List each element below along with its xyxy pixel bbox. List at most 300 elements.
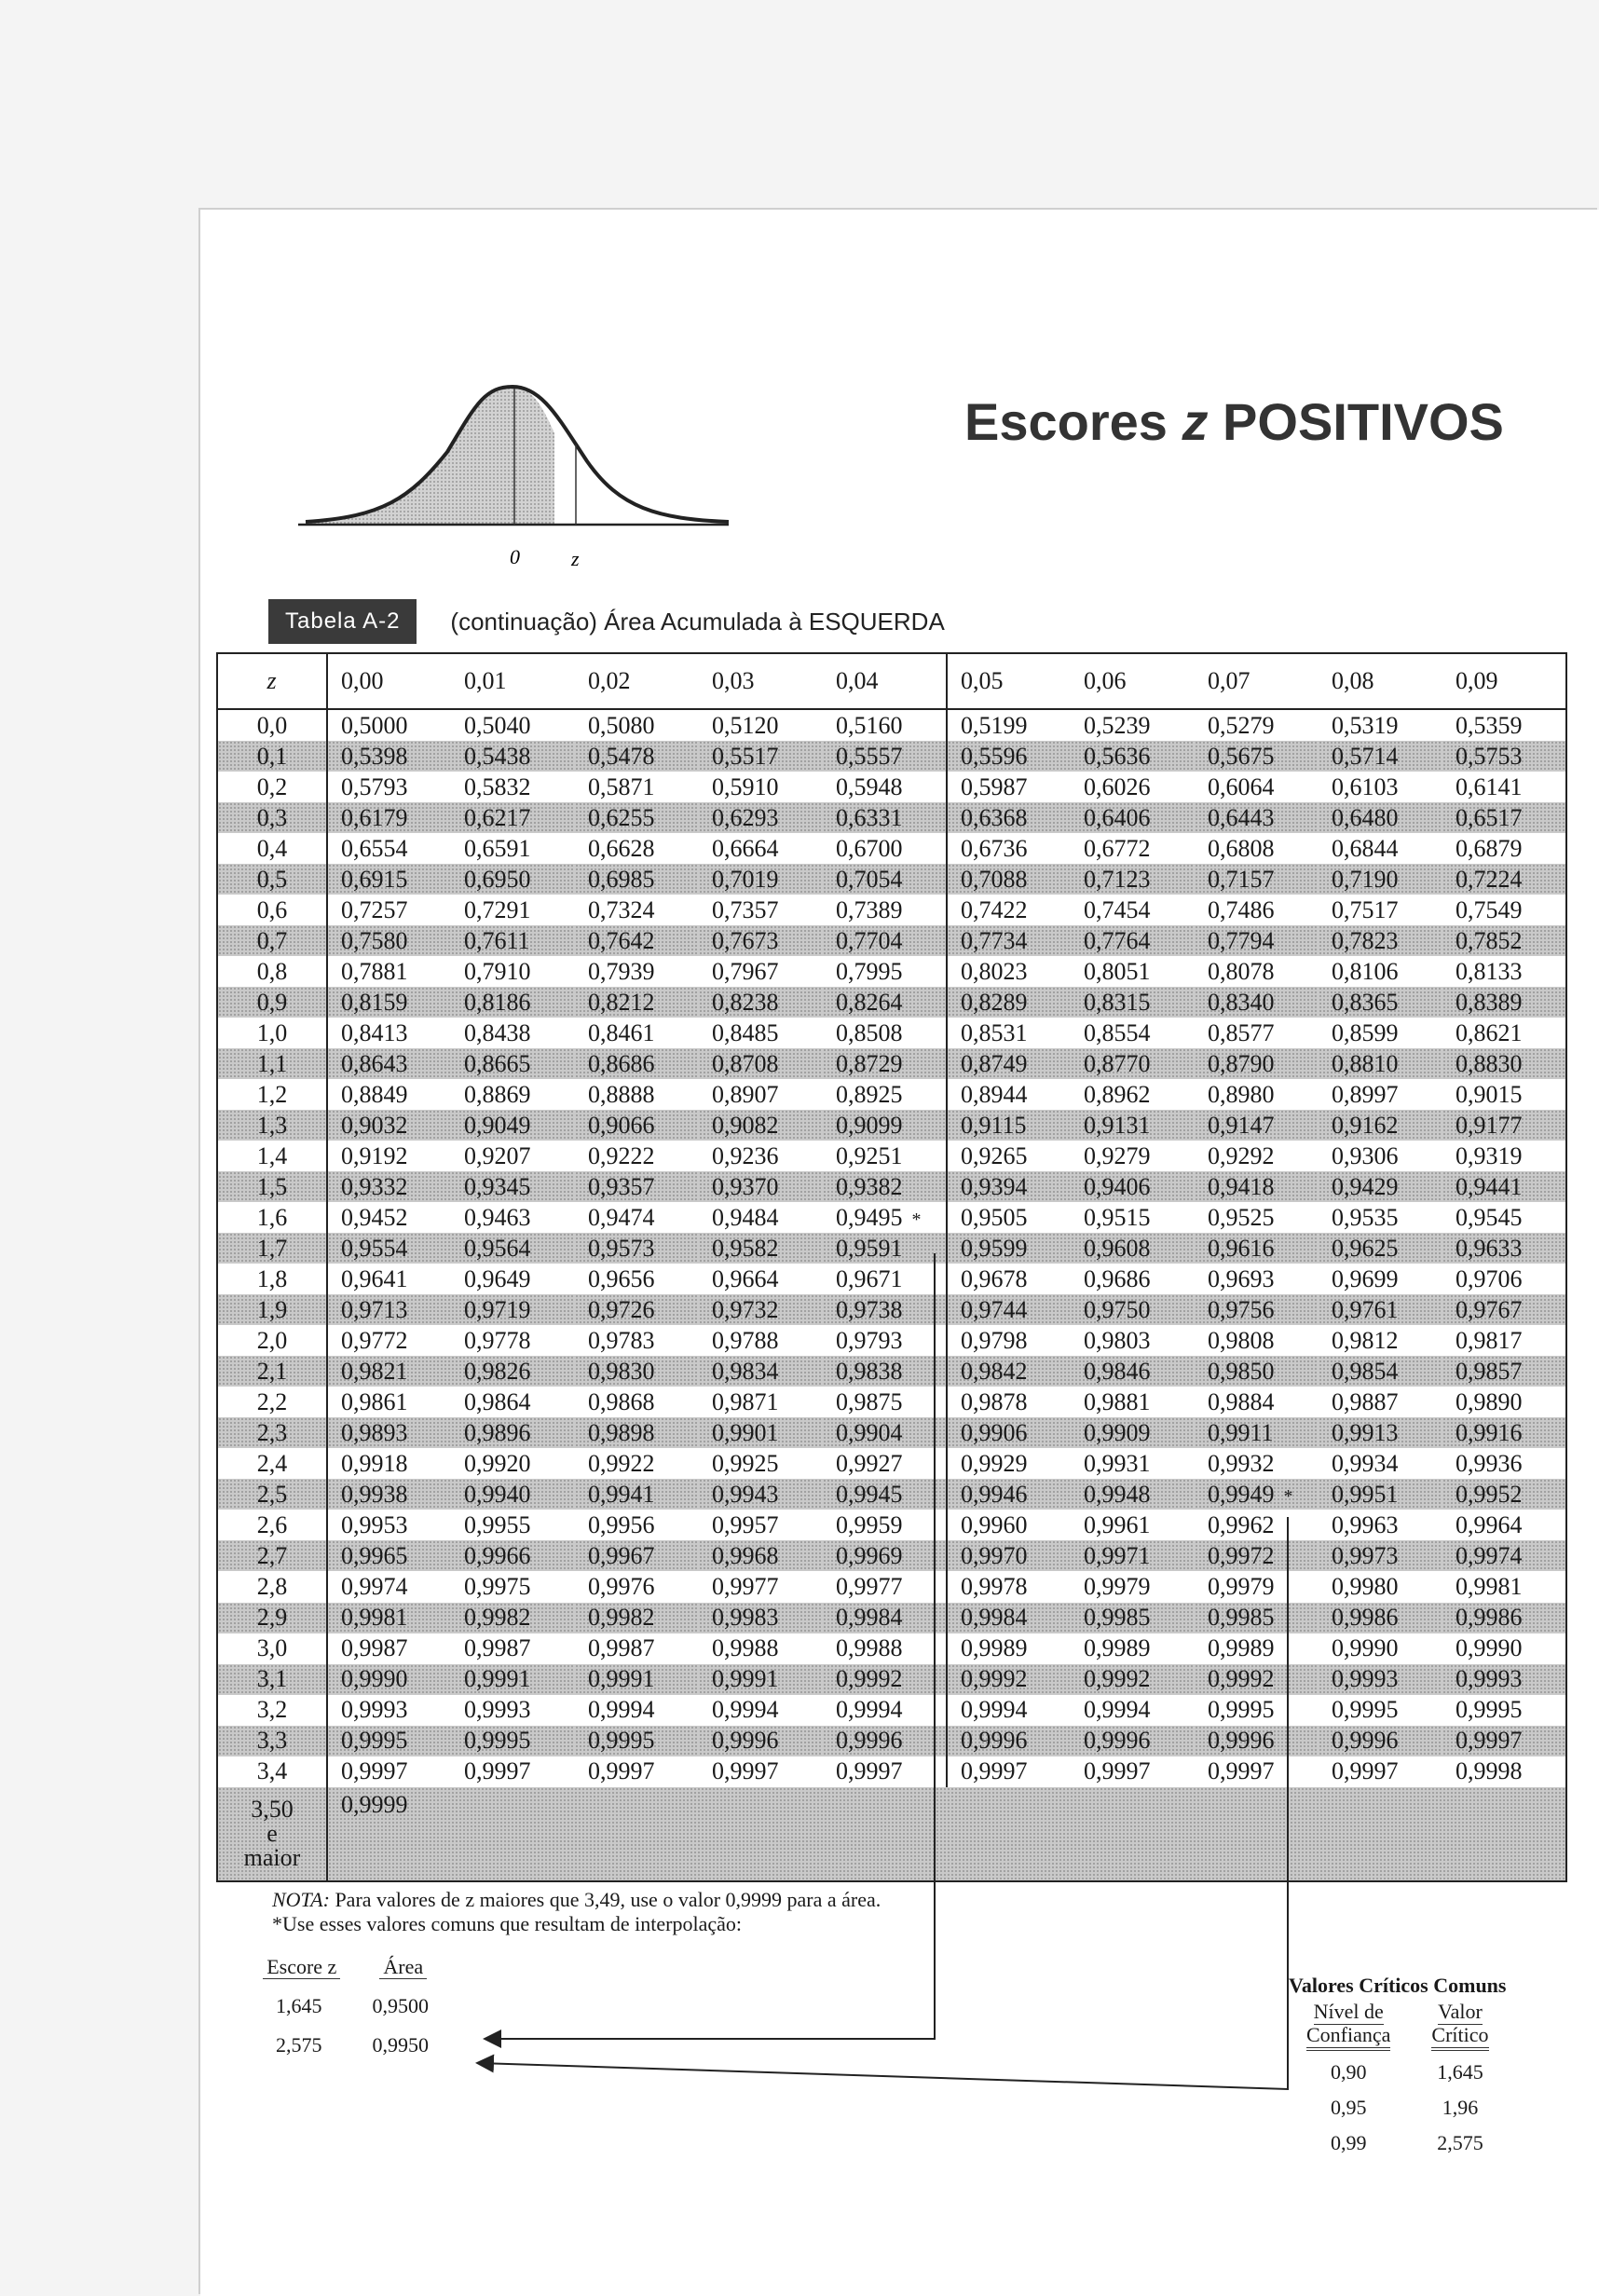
area-cell: [327, 709, 451, 741]
table-row: [217, 741, 1566, 772]
area-cell: [1195, 1048, 1319, 1079]
area-cell: [1071, 1233, 1195, 1264]
area-cell: [1319, 1603, 1442, 1633]
area-value: 0,9966: [464, 1541, 531, 1569]
area-value: 0,9686: [1084, 1264, 1151, 1292]
area-cell: [1319, 1356, 1442, 1387]
area-value: 0,9192: [341, 1141, 408, 1169]
crit-row: [1286, 2122, 1510, 2157]
area-value: 0,9981: [341, 1604, 408, 1631]
area-value: 0,7881: [341, 957, 408, 985]
area-cell: [575, 802, 699, 833]
table-row: [217, 1726, 1566, 1756]
crit-col1-line2: Confiança: [1306, 2023, 1391, 2046]
area-value: 0,7642: [588, 926, 655, 954]
area-value: 0,8749: [961, 1049, 1028, 1077]
area-cell: [451, 1571, 575, 1602]
area-cell: [451, 802, 575, 833]
column-header: 0,09: [1442, 653, 1566, 709]
area-cell: [327, 1079, 451, 1110]
area-cell: [1195, 802, 1319, 833]
z-value-cell: 2,6: [217, 1510, 327, 1540]
area-cell: [1071, 709, 1195, 741]
area-value: 0,8133: [1456, 957, 1523, 985]
area-cell: [451, 1726, 575, 1756]
z-value-cell: 3,2: [217, 1695, 327, 1726]
area-cell: [699, 1603, 823, 1633]
interp-z-value: 1,645: [276, 1994, 322, 2017]
area-cell: [1442, 1264, 1566, 1294]
area-cell: [823, 833, 947, 864]
area-cell: [327, 1787, 1566, 1881]
area-value: 0,9452: [341, 1203, 408, 1231]
area-cell: [1195, 1448, 1319, 1479]
area-cell: [1071, 864, 1195, 895]
area-value: 0,9999: [341, 1790, 408, 1818]
area-value: 0,9997: [712, 1757, 779, 1785]
area-value: 0,6368: [961, 803, 1028, 831]
area-cell: [1442, 1171, 1566, 1202]
area-cell: [823, 956, 947, 987]
crit-value: 1,96: [1442, 2096, 1479, 2119]
area-value: 0,9993: [464, 1696, 531, 1724]
table-row: [217, 1756, 1566, 1787]
area-cell: [1195, 1079, 1319, 1110]
area-cell: [1442, 802, 1566, 833]
area-cell: [1071, 1756, 1195, 1787]
area-value: 0,9918: [341, 1449, 408, 1477]
area-value: 0,9974: [1456, 1541, 1523, 1569]
area-cell: [1442, 1048, 1566, 1079]
area-cell: [1319, 1048, 1442, 1079]
area-value: 0,9861: [341, 1387, 408, 1415]
area-value: 0,7486: [1208, 895, 1275, 923]
area-value: 0,9985: [1208, 1604, 1275, 1631]
area-cell: [1195, 1294, 1319, 1325]
z-score-table: [216, 652, 1567, 1882]
area-cell: [575, 1018, 699, 1048]
area-value: 0,7794: [1208, 926, 1275, 954]
area-value: 0,8888: [588, 1080, 655, 1108]
column-header: 0,07: [1195, 653, 1319, 709]
area-value: 0,9032: [341, 1111, 408, 1139]
area-value: 0,9878: [961, 1387, 1028, 1415]
table-row: [217, 987, 1566, 1018]
z-last-line2: e: [266, 1819, 278, 1847]
area-value: 0,9625: [1332, 1234, 1399, 1262]
area-cell: [823, 1048, 947, 1079]
area-cell: [823, 1540, 947, 1571]
area-value: 0,5120: [712, 711, 779, 739]
area-cell: [947, 1202, 1071, 1233]
area-cell: [327, 1571, 451, 1602]
column-header: 0,02: [575, 653, 699, 709]
area-cell: [327, 1110, 451, 1141]
area-value: 0,9706: [1456, 1264, 1523, 1292]
area-cell: [823, 709, 947, 741]
z-value-cell: 2,9: [217, 1603, 327, 1633]
area-cell: [1195, 1756, 1319, 1787]
area-value: 0,9994: [836, 1696, 903, 1724]
area-cell: [823, 1110, 947, 1141]
area-value: 0,9969: [836, 1541, 903, 1569]
area-cell: [1195, 1171, 1319, 1202]
area-value: 0,8554: [1084, 1018, 1151, 1046]
area-cell: [575, 987, 699, 1018]
area-cell: [1071, 1540, 1195, 1571]
area-cell: [699, 1202, 823, 1233]
area-cell: [699, 1726, 823, 1756]
area-cell: [451, 1233, 575, 1264]
area-value: 0,9959: [836, 1510, 903, 1538]
area-cell: [1442, 1233, 1566, 1264]
area-cell: [327, 1387, 451, 1417]
area-value: 0,8925: [836, 1080, 903, 1108]
table-row: [217, 1079, 1566, 1110]
area-value: 0,9821: [341, 1357, 408, 1385]
area-cell: [327, 1325, 451, 1356]
area-value: 0,9641: [341, 1264, 408, 1292]
area-value: 0,9279: [1084, 1141, 1151, 1169]
curve-zero-label: 0: [510, 545, 520, 568]
area-cell: [575, 864, 699, 895]
area-cell: [327, 1018, 451, 1048]
area-cell: [699, 1510, 823, 1540]
interp-row: [263, 1985, 466, 2024]
area-value: 0,9761: [1332, 1295, 1399, 1323]
area-cell: [947, 1540, 1071, 1571]
table-row: [217, 925, 1566, 956]
area-cell: [1442, 1540, 1566, 1571]
area-cell: [451, 1479, 575, 1510]
area-value: 0,9980: [1332, 1572, 1399, 1600]
z-value-cell: 1,7: [217, 1233, 327, 1264]
area-value: 0,5319: [1332, 711, 1399, 739]
area-value: 0,9995: [1208, 1696, 1275, 1724]
z-value-cell: 1,0: [217, 1018, 327, 1048]
area-value: 0,9994: [712, 1696, 779, 1724]
area-value: 0,9984: [836, 1604, 903, 1631]
area-cell: [451, 956, 575, 987]
area-value: 0,5199: [961, 711, 1028, 739]
area-value: 0,9292: [1208, 1141, 1275, 1169]
area-cell: [1319, 741, 1442, 772]
area-value: 0,5517: [712, 742, 779, 770]
area-value: 0,6736: [961, 834, 1028, 862]
area-cell: [451, 1048, 575, 1079]
area-value: 0,9987: [588, 1634, 655, 1662]
table-row: [217, 1479, 1566, 1510]
area-cell: [451, 709, 575, 741]
area-cell: [823, 1417, 947, 1448]
area-value: 0,9996: [712, 1727, 779, 1755]
area-value: 0,7224: [1456, 865, 1523, 893]
z-value-cell: 2,4: [217, 1448, 327, 1479]
area-cell: [823, 1141, 947, 1171]
area-cell: [947, 1325, 1071, 1356]
column-header: 0,08: [1319, 653, 1442, 709]
area-value: 0,9693: [1208, 1264, 1275, 1292]
z-value-cell: 0,4: [217, 833, 327, 864]
area-value: 0,6915: [341, 865, 408, 893]
area-value: 0,9887: [1332, 1387, 1399, 1415]
table-row: [217, 772, 1566, 802]
area-value: 0,9756: [1208, 1295, 1275, 1323]
area-cell: [947, 1448, 1071, 1479]
area-value: 0,8770: [1084, 1049, 1151, 1077]
area-value: 0,9803: [1084, 1326, 1151, 1354]
area-value: 0,9788: [712, 1326, 779, 1354]
area-value: 0,9934: [1332, 1449, 1399, 1477]
area-value: 0,9306: [1332, 1141, 1399, 1169]
area-cell: [1071, 1695, 1195, 1726]
area-cell: [1442, 1018, 1566, 1048]
area-cell: [699, 1141, 823, 1171]
area-cell: [1071, 1510, 1195, 1540]
area-cell: [947, 741, 1071, 772]
area-value: 0,9992: [836, 1665, 903, 1693]
area-cell: [699, 1664, 823, 1695]
area-value: 0,9798: [961, 1326, 1028, 1354]
area-cell: [451, 1018, 575, 1048]
table-row: [217, 1233, 1566, 1264]
z-value-cell: 0,7: [217, 925, 327, 956]
area-value: 0,8508: [836, 1018, 903, 1046]
area-value: 0,7123: [1084, 865, 1151, 893]
area-value: 0,9943: [712, 1480, 779, 1508]
area-value: 0,8106: [1332, 957, 1399, 985]
area-value: 0,9995: [1456, 1696, 1523, 1724]
area-cell: [1442, 895, 1566, 925]
area-cell: [451, 1325, 575, 1356]
area-value: 0,9147: [1208, 1111, 1275, 1139]
area-cell: [1071, 1110, 1195, 1141]
area-cell: [823, 1664, 947, 1695]
area-value: 0,9332: [341, 1172, 408, 1200]
area-cell: [699, 1171, 823, 1202]
table-row: [217, 1540, 1566, 1571]
area-value: 0,9993: [1456, 1665, 1523, 1693]
area-cell: [1442, 1756, 1566, 1787]
area-cell: [575, 1202, 699, 1233]
area-cell: [823, 1018, 947, 1048]
area-cell: [1319, 1540, 1442, 1571]
area-value: 0,9951: [1332, 1480, 1399, 1508]
area-cell: [699, 741, 823, 772]
area-value: 0,6517: [1456, 803, 1523, 831]
area-value: 0,9986: [1332, 1604, 1399, 1631]
area-value: 0,6808: [1208, 834, 1275, 862]
area-value: 0,6664: [712, 834, 779, 862]
area-value: 0,9996: [1208, 1727, 1275, 1755]
table-subtitle: (continuação) Área Acumulada à ESQUERDA: [450, 607, 945, 636]
area-cell: [947, 1079, 1071, 1110]
area-value: 0,9893: [341, 1418, 408, 1446]
area-value: 0,7580: [341, 926, 408, 954]
area-value: 0,5832: [464, 772, 531, 800]
area-cell: [575, 895, 699, 925]
table-row: [217, 1325, 1566, 1356]
area-cell: [823, 1079, 947, 1110]
area-value: 0,6103: [1332, 772, 1399, 800]
z-column-header: z: [217, 653, 327, 709]
area-value: 0,9854: [1332, 1357, 1399, 1385]
area-cell: [1195, 1603, 1319, 1633]
table-row: [217, 1633, 1566, 1664]
area-cell: [947, 1510, 1071, 1540]
area-value: 0,9582: [712, 1234, 779, 1262]
area-cell: [823, 802, 947, 833]
area-value: 0,8186: [464, 988, 531, 1016]
area-value: 0,9994: [588, 1696, 655, 1724]
area-value: 0,9857: [1456, 1357, 1523, 1385]
area-value: 0,9996: [1084, 1727, 1151, 1755]
note-label: NOTA:: [272, 1888, 330, 1911]
area-value: 0,9726: [588, 1295, 655, 1323]
area-value: 0,8159: [341, 988, 408, 1016]
area-value: 0,8531: [961, 1018, 1028, 1046]
area-cell: [1319, 1387, 1442, 1417]
z-value-cell: 1,1: [217, 1048, 327, 1079]
normal-curve-graphic: [298, 368, 736, 582]
title-prefix: Escores: [964, 392, 1182, 451]
area-cell: [947, 1726, 1071, 1756]
area-value: 0,6026: [1084, 772, 1151, 800]
area-cell: [327, 895, 451, 925]
area-value: 0,9960: [961, 1510, 1028, 1538]
area-cell: [575, 1048, 699, 1079]
area-cell: [1071, 1664, 1195, 1695]
area-cell: [575, 956, 699, 987]
area-value: 0,8051: [1084, 957, 1151, 985]
area-value: 0,9941: [588, 1480, 655, 1508]
area-value: 0,9131: [1084, 1111, 1151, 1139]
table-body: [217, 709, 1566, 1881]
z-value-cell: 1,9: [217, 1294, 327, 1325]
area-value: 0,6879: [1456, 834, 1523, 862]
area-cell: [451, 1294, 575, 1325]
area-value: 0,9977: [712, 1572, 779, 1600]
area-cell: [575, 1294, 699, 1325]
area-cell: [1442, 741, 1566, 772]
area-value: 0,9884: [1208, 1387, 1275, 1415]
area-value: 0,9995: [588, 1727, 655, 1755]
area-value: 0,9996: [1332, 1727, 1399, 1755]
area-cell: [947, 864, 1071, 895]
area-cell: [1195, 925, 1319, 956]
z-value-cell: 1,5: [217, 1171, 327, 1202]
area-cell: [575, 1417, 699, 1448]
area-value: 0,9974: [341, 1572, 408, 1600]
area-cell: [947, 1571, 1071, 1602]
area-value: 0,9515: [1084, 1203, 1151, 1231]
area-cell: [1442, 1294, 1566, 1325]
area-cell: [947, 1110, 1071, 1141]
area-cell: [575, 1664, 699, 1695]
interp-area-value: 0,9950: [372, 2033, 429, 2057]
area-value: 0,9505: [961, 1203, 1028, 1231]
area-cell: [699, 1048, 823, 1079]
area-cell: [823, 864, 947, 895]
area-value: 0,8365: [1332, 988, 1399, 1016]
area-cell: [823, 1202, 947, 1233]
area-value: 0,5040: [464, 711, 531, 739]
area-cell: [1071, 925, 1195, 956]
area-cell: [1319, 1110, 1442, 1141]
z-value-cell: 2,2: [217, 1387, 327, 1417]
area-value: 0,7995: [836, 957, 903, 985]
area-value: 0,7157: [1208, 865, 1275, 893]
area-value: 0,9901: [712, 1418, 779, 1446]
crit-row: [1286, 2051, 1510, 2086]
area-cell: [1195, 956, 1319, 987]
area-cell: [327, 1633, 451, 1664]
area-cell: [575, 1510, 699, 1540]
table-row: [217, 1202, 1566, 1233]
table-row: [217, 1387, 1566, 1417]
area-value: 0,6406: [1084, 803, 1151, 831]
area-cell: [823, 741, 947, 772]
area-value: 0,9964: [1456, 1510, 1523, 1538]
area-value: 0,9484: [712, 1203, 779, 1231]
area-cell: [1319, 1325, 1442, 1356]
area-cell: [1442, 1325, 1566, 1356]
area-cell: [947, 956, 1071, 987]
area-cell: [1442, 1726, 1566, 1756]
area-value: 0,8686: [588, 1049, 655, 1077]
area-cell: [575, 1603, 699, 1633]
area-value: 0,9881: [1084, 1387, 1151, 1415]
area-value: 0,9967: [588, 1541, 655, 1569]
area-cell: [1071, 1603, 1195, 1633]
area-cell: [823, 925, 947, 956]
crit-value: 2,575: [1437, 2131, 1483, 2154]
area-cell: [327, 741, 451, 772]
area-cell: [947, 1048, 1071, 1079]
column-header: 0,01: [451, 653, 575, 709]
area-cell: [1442, 1202, 1566, 1233]
area-cell: [947, 1695, 1071, 1726]
area-cell: [327, 1417, 451, 1448]
area-value: 0,8643: [341, 1049, 408, 1077]
area-value: 0,9345: [464, 1172, 531, 1200]
area-cell: [451, 1171, 575, 1202]
area-value: 0,5753: [1456, 742, 1523, 770]
area-value: 0,9961: [1084, 1510, 1151, 1538]
area-cell: [575, 772, 699, 802]
z-value-cell: 0,9: [217, 987, 327, 1018]
area-value: 0,9981: [1456, 1572, 1523, 1600]
column-header: 0,04: [823, 653, 947, 709]
area-value: 0,9418: [1208, 1172, 1275, 1200]
area-value: 0,9370: [712, 1172, 779, 1200]
critical-values-box: [1286, 1974, 1510, 2157]
area-cell: [1071, 1387, 1195, 1417]
area-value: 0,9015: [1456, 1080, 1523, 1108]
area-value: 0,9985: [1084, 1604, 1151, 1631]
area-value: 0,9357: [588, 1172, 655, 1200]
area-cell: [451, 1141, 575, 1171]
area-cell: [947, 1141, 1071, 1171]
table-row: [217, 1417, 1566, 1448]
area-value: 0,9871: [712, 1387, 779, 1415]
area-cell: [1195, 864, 1319, 895]
area-cell: [1442, 1571, 1566, 1602]
area-value: 0,9783: [588, 1326, 655, 1354]
table-column-headers: [217, 653, 1566, 709]
area-value: 0,9898: [588, 1418, 655, 1446]
area-cell: [947, 1171, 1071, 1202]
